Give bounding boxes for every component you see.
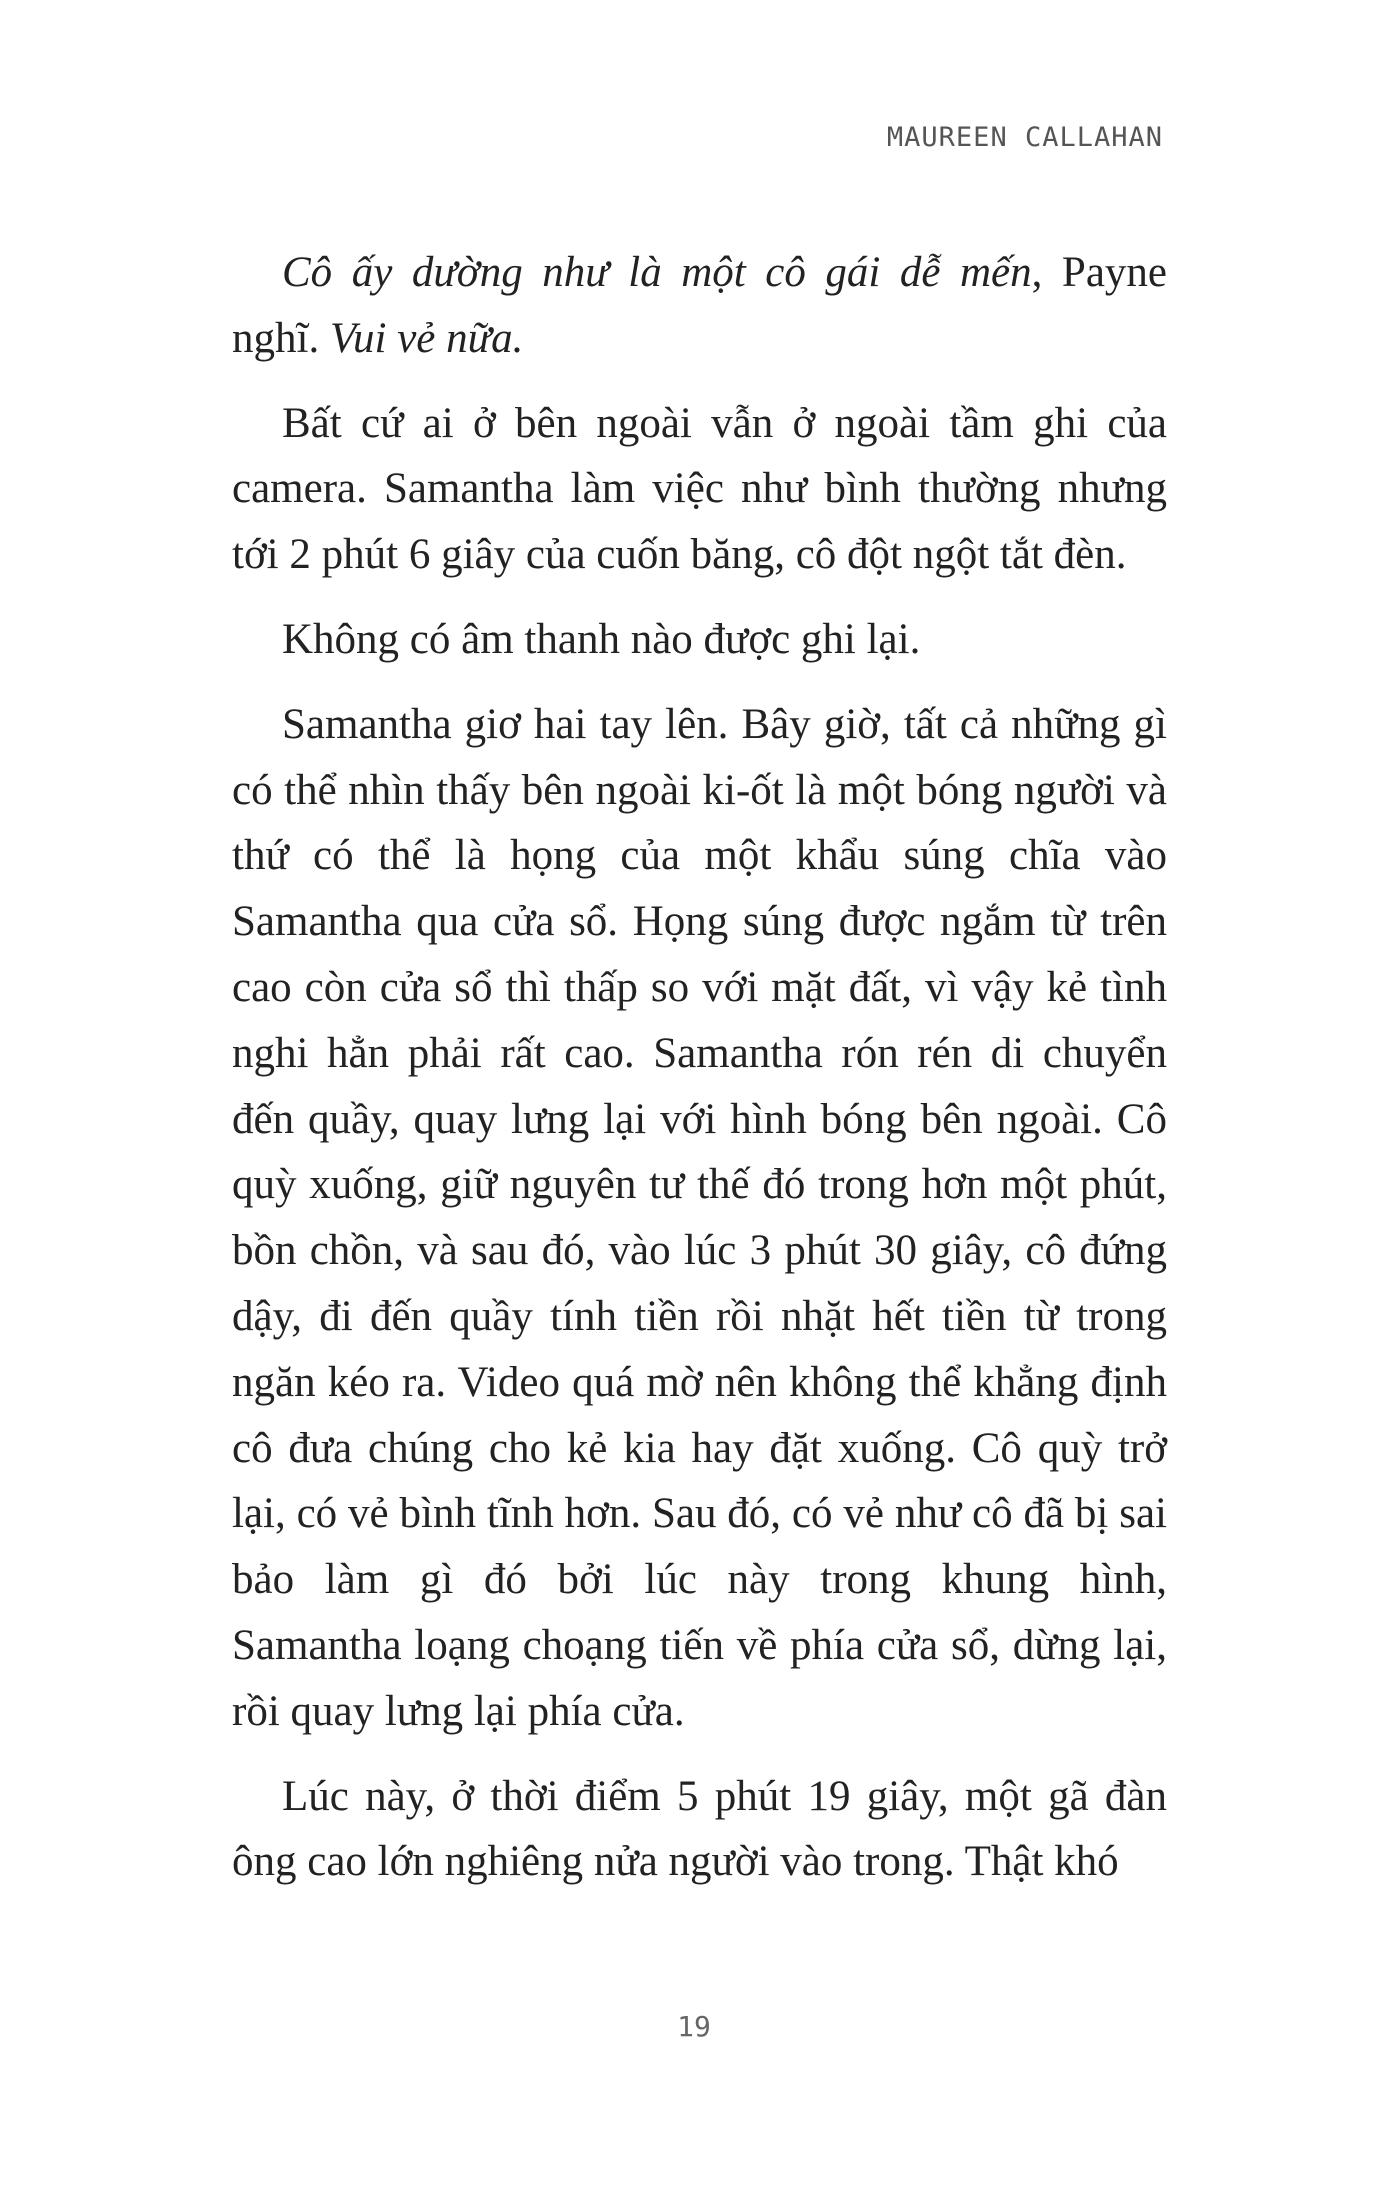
body-text (232, 240, 1167, 1895)
paragraph-5: Lúc này, ở thời điểm 5 phút 19 giây, một gã đàn ông cao lớn nghiêng nửa người vào trong. Thật khó (232, 1772, 1167, 1886)
paragraph-1-italic-thought: Cô ấy dường như là một cô gái dễ mến (282, 249, 1032, 296)
paragraph-2: Bất cứ ai ở bên ngoài vẫn ở ngoài tầm ghi của camera. Samantha làm việc như bình thường nhưng tới 2 phút 6 giây của cuốn băng, cô đột ngột tắt đèn. (232, 399, 1167, 579)
page-number: 19 (677, 2010, 711, 2043)
running-header: MAUREEN CALLAHAN (886, 122, 1163, 153)
paragraph-4: Samantha giơ hai tay lên. Bây giờ, tất cả những gì có thể nhìn thấy bên ngoài ki-ốt là một bóng người và thứ có thể là họng của một khẩu súng chĩa vào Samantha qua cửa sổ. Họng súng được ngắm từ trên cao còn cửa sổ thì thấp so với mặt đất, vì vậy kẻ tình nghi hẳn phải rất cao. Samantha rón rén di chuyển đến quầy, quay lưng lại với hình bóng bên ngoài. Cô quỳ xuống, giữ nguyên tư thế đó trong hơn một phút, bồn chồn, và sau đó, vào lúc 3 phút 30 giây, cô đứng dậy, đi đến quầy tính tiền rồi nhặt hết tiền từ trong ngăn kéo ra. Video quá mờ nên không thể khẳng định cô đưa chúng cho kẻ kia hay đặt xuống. Cô quỳ trở lại, có vẻ bình tĩnh hơn. Sau đó, có vẻ như cô đã bị sai bảo làm gì đó bởi lúc này trong khung hình, Samantha loạng choạng tiến về phía cửa sổ, dừng lại, rồi quay lưng lại phía cửa. (232, 700, 1167, 1735)
paragraph-1-text: , Payne nghĩ. (232, 249, 1167, 362)
paragraph-1 (232, 240, 1167, 372)
paragraph-3: Không có âm thanh nào được ghi lại. (282, 615, 921, 663)
paragraph-1-italic-thought-2: Vui vẻ nữa. (329, 314, 524, 362)
